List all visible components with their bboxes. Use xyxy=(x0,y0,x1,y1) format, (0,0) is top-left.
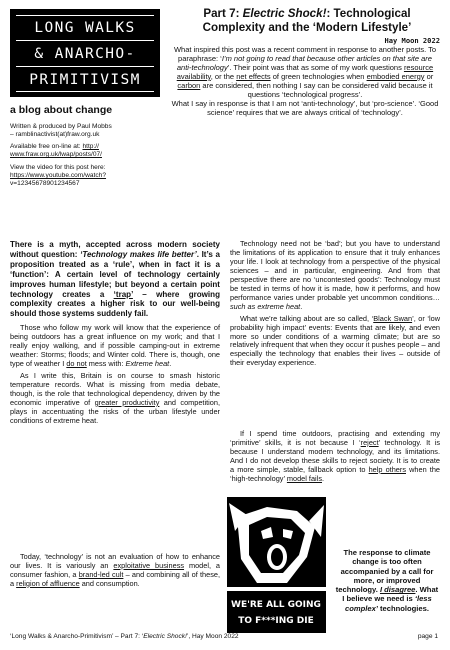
left-column-bottom xyxy=(10,553,220,592)
logo-line-2: & ANARCHO- xyxy=(34,46,136,62)
right-column xyxy=(230,240,440,371)
title-suffix: : Technological Complexity and the ‘Modern Lifestyle’ xyxy=(202,7,412,34)
paragraph: Those who follow my work will know that the experience of being outdoors has a great influence on my work; and that I really enjoy walking, and if possible camping-out in extreme weather: Storms; floods; and Winter cold. There is, though, one type of weather I do not mess with: Extreme heat. xyxy=(10,323,220,369)
title-prefix: Part 7: xyxy=(203,7,243,20)
art-caption-1: WE'RE ALL GOING xyxy=(231,600,321,610)
right-column-bottom xyxy=(230,430,440,487)
video-label: View the video for this post here: xyxy=(10,164,106,171)
author-line-1: Written & produced by Paul Mobbs xyxy=(10,123,112,130)
logo-line-1: LONG WALKS xyxy=(34,20,136,36)
video-link[interactable]: https://www.youtube.com/watch? xyxy=(10,172,107,180)
author-line-2: – ramblinactivist(at)fraw.org.uk xyxy=(10,131,100,139)
online-link[interactable]: http:// xyxy=(82,143,99,150)
logo-rule xyxy=(16,40,154,41)
footer: ‘Long Walks & Anarcho-Primitivism’ – Part 7: ‘Electric Shock!’, Hay Moon 2022 xyxy=(10,633,239,640)
intro-text: What inspired this post was a recent comment in response to another posts. To paraphrase: ‘I’m not going to read that because other articles on that site are anti-technology’. Their point was that as some of my work questions resource availability, or the net effects of green technologies when embodied energy or carbon are considered, then nothing I say can be considered valid because it questions ‘technological progress’. What I say in response is that I am not ‘anti-technology’, but ‘pro-science’. ‘Good science’ requires that we are always critical of ‘technology’. xyxy=(171,45,439,117)
lead-paragraph: There is a myth, accepted across modern society without question: ‘Technology makes life better’. It’s a proposition treated as a ‘rule’, when in fact it is a ‘function’: A certain level of technology certainly improves human lifestyle; but beyond a certain point technology creates a ‘trap’ – where growing complexity creates a higher risk to our well-being should those systems suddenly fail. xyxy=(10,240,221,319)
paragraph: Today, ‘technology’ is not an evaluation of how to enhance our lives. It is variously an exploitative business model, a consumer fashion, a brand-led cult – and combining all of these, a religion of affluence and consumption. xyxy=(10,552,221,588)
paragraph: What we’re talking about are so called, ‘Black Swan’, or ‘low probability high impact’ events: Events that are likely, and even more so under conditions of a warming climate; but are so relatively infrequent that when they occur it pushes people – and especially the technology that enables their lives – outside of their everyday experience. xyxy=(230,313,441,368)
online-link-cont[interactable]: www.fraw.org.uk/lwap/posts/07/ xyxy=(10,151,102,159)
left-column xyxy=(10,240,220,429)
online-info xyxy=(10,143,160,159)
title-italic: Electric Shock! xyxy=(242,7,327,20)
logo-line-3: PRIMITIVISM xyxy=(29,72,141,88)
online-label: Available free on-line at: xyxy=(10,143,83,150)
post-title xyxy=(172,7,442,34)
video-info xyxy=(10,164,160,188)
blog-logo xyxy=(10,9,160,97)
post-date: Hay Moon 2022 xyxy=(384,36,440,45)
paragraph: If I spend time outdoors, practising and extending my ‘primitive’ skills, it is not because I ‘reject’ technology. It is because I understand modern technology, and its limitations. And I do not develop these skills to reject society. It is to create a more simple, stable, fallback option to help others when the ‘high-technology’ model fails. xyxy=(230,429,440,483)
page-number: page 1 xyxy=(417,633,438,640)
paragraph: As I write this, Britain is on course to smash historic temperature records. What is missing from media debate, though, is the role that technological dependency, driven by the economic imperative of greater productivity and competition, plays in accentuating the risks of the urban lifestyle under conditions of extreme heat. xyxy=(10,371,220,425)
video-link-cont[interactable]: v=12345678901234567 xyxy=(10,180,80,188)
author-credit xyxy=(10,123,160,139)
blog-subtitle: a blog about change xyxy=(10,104,113,116)
callout-box: The response to climate change is too often accompanied by a call for more, or improved technology. I disagree. What I believe we need is ‘less complex’ technologies. xyxy=(335,548,439,613)
logo-rule xyxy=(16,91,154,92)
woodcut-illustration xyxy=(227,497,326,633)
logo-rule xyxy=(16,66,154,67)
paragraph: Technology need not be ‘bad’; but you have to understand the limitations of its application to ensure that it truly enhances your life. I look at technology from a perspective of the physical sciences – and in particular, engineering. And from that perspective there are no ‘uncontested goods’: Technology must be tested in terms of how it is made, how it performs, and how performance varies under probable yet uncommon conditions… such as extreme heat. xyxy=(230,239,440,311)
screaming-figure-icon xyxy=(227,497,326,633)
intro-response: What I say in response is that I am not ‘anti-technology’, but ‘pro-science’. ‘Good science’ requires that we are always critical of ‘technology’. xyxy=(171,99,439,117)
art-caption-2: TO F***ING DIE xyxy=(238,616,314,626)
logo-rule xyxy=(16,15,154,16)
